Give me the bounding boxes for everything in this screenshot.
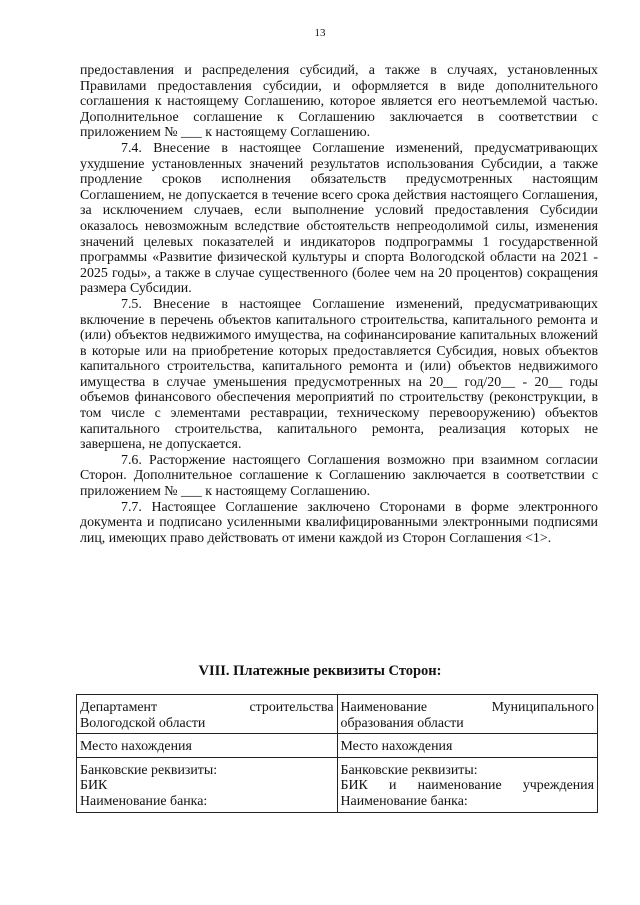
paragraph-continuation: предоставления и распределения субсидий, а также в случаях, установленных Правилами предоставления субсидии, и оформляется в виде дополнительного соглашения к настоящему Соглашению, которое является его неотъемлемой частью. Дополнительное соглашение к Соглашению заключается в соответствии с приложением № ___ к настоящему Соглашению. (80, 63, 598, 141)
requisites-table (76, 694, 598, 813)
table-cell-location-left (77, 734, 338, 758)
cell-line: Наименование банка: (340, 793, 468, 809)
cell-line: Банковские реквизиты: (340, 762, 478, 778)
paragraph-7-7: 7.7. Настоящее Соглашение заключено Сторонами в форме электронного документа и подписано усиленными квалифицированными электронными подписями лиц, имеющих право действовать от имени каждой из Сторон Соглашения <1>. (80, 499, 598, 546)
paragraph-7-4: 7.4. Внесение в настоящее Соглашение изменений, предусматривающих ухудшение установленных значений результатов использования Субсидии, а также продление сроков исполнения обязательств предусмотренных настоящим Соглашением, не допускается в течение всего срока действия настоящего Соглашения, за исключением случаев, если выполнение условий предоставления Субсидии оказалось невозможным вследствие обстоятельств непреодолимой силы, изменения значений целевых показателей и индикаторов подпрограммы 1 государственной программы «Развитие физической культуры и спорта Вологодской области на 2021 - 2025 годы», а также в случае существенного (более чем на 20 процентов) сокращения размера Субсидии. (80, 140, 598, 297)
cell-line: Место нахождения (80, 739, 192, 755)
cell-line: БИК (80, 778, 108, 794)
table-cell-municipality (337, 695, 598, 734)
paragraph-7-5: 7.5. Внесение в настоящее Соглашение изменений, предусматривающих включение в перечень объектов капитального строительства, капитального ремонта и (или) объектов недвижимого имущества, на софинансирование капитальных вложений в которые или на приобретение которых предоставляется Субсидия, новых объектов капитального строительства, капитального ремонта и (или) объектов недвижимого имущества в случае уменьшения предусмотренных на 20__ год/20__ - 20__ годы объемов финансового обеспечения мероприятий по строительству (реконструкции, в том числе с элементами реставрации, техническому перевооружению) объектов капитального строительства, капитального ремонта, реализация которых не завершена, не допускается. (80, 296, 598, 453)
table-cell-location-right (337, 734, 598, 758)
table-row (77, 695, 598, 734)
table-row (77, 757, 598, 812)
cell-line: Наименование Муниципального (340, 700, 594, 715)
cell-line: БИК и наименование учреждения (340, 778, 594, 794)
agreement-text-block (80, 63, 598, 546)
table-cell-bank-right (337, 757, 598, 812)
cell-line: Вологодской области (80, 715, 206, 731)
table-cell-department (77, 695, 338, 734)
cell-line: Место нахождения (340, 739, 453, 755)
cell-line: Департамент строительства (80, 700, 334, 715)
table-row (77, 734, 598, 758)
cell-line: Наименование банка: (80, 793, 208, 809)
table-cell-bank-left (77, 757, 338, 812)
cell-line: Банковские реквизиты: (80, 762, 218, 778)
cell-line: образования области (340, 715, 464, 731)
section-heading: VIII. Платежные реквизиты Сторон: (198, 663, 442, 679)
paragraph-7-6: 7.6. Расторжение настоящего Соглашения возможно при взаимном согласии Сторон. Дополнительное соглашение к Соглашению заключается в соответствии с приложением № ___ к настоящему Соглашению. (80, 452, 598, 500)
page-number: 13 (314, 27, 326, 39)
